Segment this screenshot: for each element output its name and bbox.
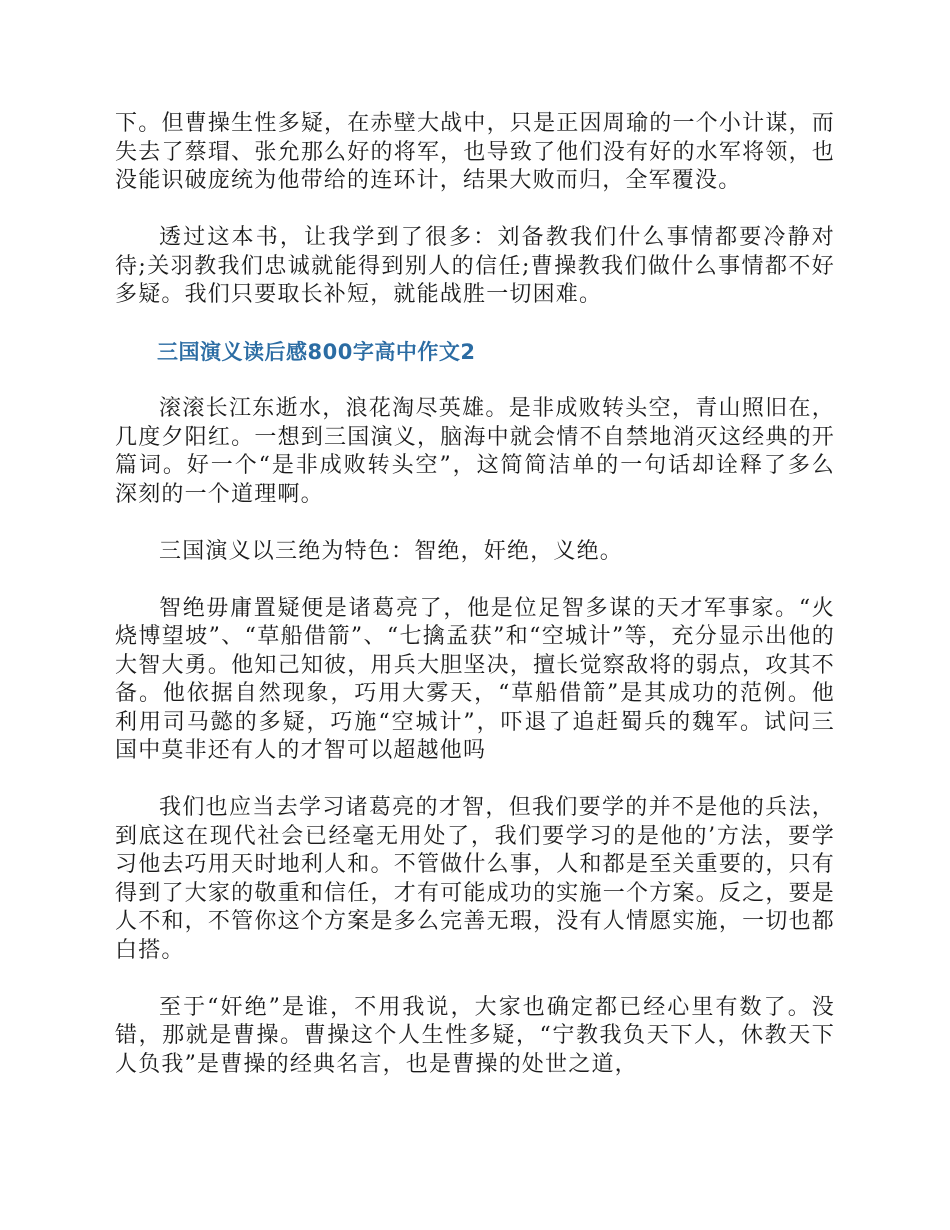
paragraph: 智绝毋庸置疑便是诸葛亮了，他是位足智多谋的天才军事家。“火烧博望坡”、“草船借箭”、“七擒孟获”和“空城计”等，充分显示出他的大智大勇。他知己知彼，用兵大胆坚决，擅长觉察敌将的弱点，攻其不备。他依据自然现象，巧用大雾天，“草船借箭”是其成功的范例。他利用司马懿的多疑，巧施“空城计”，吓退了追赶蜀兵的魏军。试问三国中莫非还有人的才智可以超越他吗 [115, 595, 835, 763]
document-body [115, 110, 835, 1108]
paragraph-continued: 下。但曹操生性多疑，在赤壁大战中，只是正因周瑜的一个小计谋，而失去了蔡瑁、张允那么好的将军，也导致了他们没有好的水军将领，也没能识破庞统为他带给的连环计，结果大败而归，全军覆没。 [115, 111, 835, 193]
paragraph: 透过这本书，让我学到了很多：刘备教我们什么事情都要冷静对待;关羽教我们忠诚就能得到别人的信任;曹操教我们做什么事情都不好多疑。我们只要取长补短，就能战胜一切困难。 [115, 225, 835, 307]
paragraph: 三国演义以三绝为特色：智绝，奸绝，义绝。 [159, 538, 624, 564]
section-heading: 三国演义读后感800字高中作文2 [157, 340, 476, 364]
paragraph: 我们也应当去学习诸葛亮的才智，但我们要学的并不是他的兵法，到底这在现代社会已经毫无用处了，我们要学习的是他的’方法，要学习他去巧用天时地利人和。不管做什么事，人和都是至关重要的，只有得到了大家的敬重和信任，才有可能成功的实施一个方案。反之，要是人不和，不管你这个方案是多么完善无瑕，没有人情愿实施，一切也都白搭。 [115, 795, 835, 963]
paragraph: 滚滚长江东逝水，浪花淘尽英雄。是非成败转头空，青山照旧在，几度夕阳红。一想到三国演义，脑海中就会情不自禁地消灭这经典的开篇词。好一个“是非成败转头空”，这简简洁单的一句话却诠释了多么深刻的一个道理啊。 [115, 396, 835, 507]
paragraph: 至于“奸绝”是谁，不用我说，大家也确定都已经心里有数了。没错，那就是曹操。曹操这个人生性多疑，“宁教我负天下人，休教天下人负我”是曹操的经典名言，也是曹操的处世之道， [115, 994, 835, 1077]
